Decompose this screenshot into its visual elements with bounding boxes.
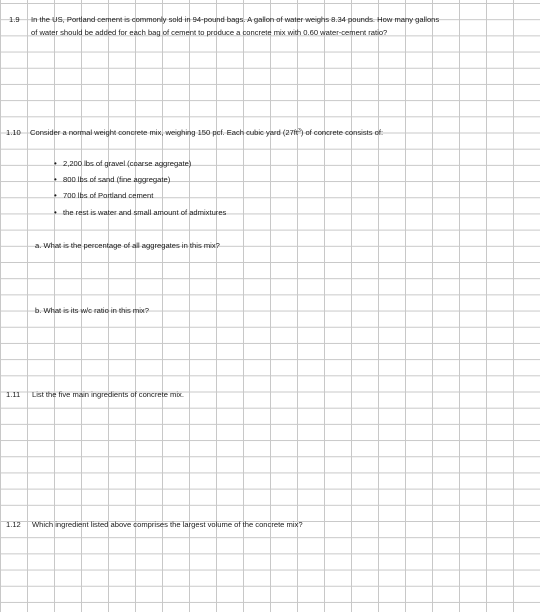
q111-text: List the five main ingredients of concrete mix. xyxy=(32,390,184,399)
q19-text-line2: of water should be added for each bag of cement to produce a concrete mix with 0.60 water-cement ratio? xyxy=(31,28,388,37)
q112-number: 1.12 xyxy=(6,520,21,529)
q111-number: 1.11 xyxy=(6,390,21,399)
q110-bullet-cement: 700 lbs of Portland cement xyxy=(63,191,154,200)
q110-bullet-water: the rest is water and small amount of admixtures xyxy=(63,208,227,217)
bullet-icon: • xyxy=(54,175,57,184)
q110-number: 1.10 xyxy=(6,128,21,137)
q110-part-a: a. What is the percentage of all aggregates in this mix? xyxy=(35,241,220,250)
q110-bullet-gravel: 2,200 lbs of gravel (coarse aggregate) xyxy=(63,159,192,168)
q110-intro: Consider a normal weight concrete mix, weighing 150 pcf. Each cubic yard $(27ft^3)$ of concrete consists of: xyxy=(30,128,384,137)
q112-text: Which ingredient listed above comprises the largest volume of the concrete mix? xyxy=(32,520,303,529)
q19-text-line1: In the US, Portland cement is commonly sold in 94-pound bags. A gallon of water weighs 8.34 pounds. How many gallons xyxy=(31,15,440,24)
q19-number: 1.9 xyxy=(9,15,20,24)
q110-part-b: b. What is its w/c ratio in this mix? xyxy=(35,306,149,315)
bullet-icon: • xyxy=(54,191,57,200)
q110-bullet-sand: 800 lbs of sand (fine aggregate) xyxy=(63,175,171,184)
bullet-icon: • xyxy=(54,208,57,217)
bullet-icon: • xyxy=(54,159,57,168)
